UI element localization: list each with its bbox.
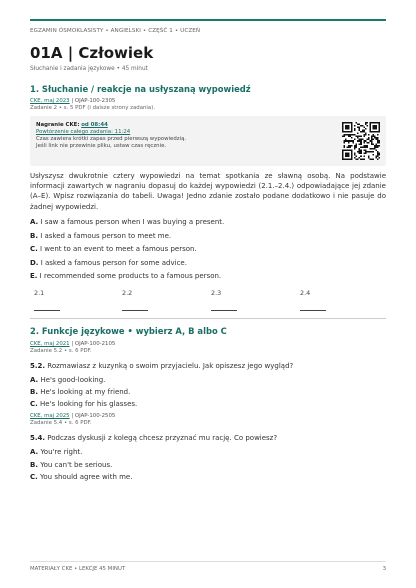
answer-label: 2.1: [34, 289, 45, 297]
option-letter: B.: [30, 388, 38, 396]
question-number: 5.4.: [30, 434, 46, 442]
question-text: Rozmawiasz z kuzynką o swoim przyjacielu. Jak opiszesz jego wygląd?: [47, 362, 294, 370]
option-a[interactable]: [30, 218, 224, 226]
source-link[interactable]: CKE, maj 2021: [30, 341, 70, 347]
page-header: EGZAMIN ÓSMOKLASISTY • ANGIELSKI • CZĘŚĆ 1 • UCZEŃ: [30, 28, 201, 34]
option-text: I went to an event to meet a famous person.: [37, 245, 197, 253]
worksheet-page: [30, 0, 386, 588]
option-letter: A.: [30, 376, 39, 384]
option-letter: A.: [30, 218, 39, 226]
option-letter: E.: [30, 272, 38, 280]
source-link[interactable]: CKE, maj 2025: [30, 413, 70, 419]
option-a[interactable]: [30, 448, 82, 456]
recording-line: [36, 122, 108, 128]
option-text: He's looking for his glasses.: [37, 400, 138, 408]
source-code: | OJAP-100-2305: [71, 98, 116, 104]
q2-meta: Zadanie 5.4 • s. 6 PDF.: [30, 420, 92, 426]
option-letter: C.: [30, 245, 38, 253]
option-letter: D.: [30, 258, 39, 267]
option-c[interactable]: [30, 245, 197, 253]
option-e[interactable]: [30, 272, 221, 280]
answer-blank[interactable]: [34, 310, 60, 311]
option-letter: C.: [30, 473, 38, 481]
task-instructions: Usłyszysz dwukrotnie cztery wypowiedzi na temat spotkania ze sławną osobą. Na podstawie informacji zawartych w nagraniu dopasuj do każdej wypowiedzi (2.1.–2.4.) odpowiadające jej zdanie (A–E). Wpisz rozwiązania do tabeli. Uwaga! Jedno zdanie zostało podane dodatkowo i nie pasuje do żadnej wypowiedzi.: [30, 172, 386, 211]
qr-code-icon[interactable]: [342, 122, 380, 160]
answer-label: 2.4: [300, 289, 311, 297]
source-code: | OJAP-100-2505: [71, 413, 116, 419]
question-text: Podczas dyskusji z kolegą chcesz przyznać mu rację. Co powiesz?: [47, 434, 278, 442]
option-b[interactable]: [30, 461, 112, 469]
option-b[interactable]: [30, 388, 130, 396]
option-text: He's looking at my friend.: [38, 388, 131, 396]
option-text: You should agree with me.: [37, 473, 133, 481]
option-text: I asked a famous person to meet me.: [38, 231, 172, 240]
option-letter: A.: [30, 448, 39, 456]
answer-label: 2.2: [122, 289, 133, 297]
page-title: 01A | Człowiek: [30, 44, 154, 62]
q1-meta: Zadanie 5.2 • s. 6 PDF.: [30, 348, 92, 354]
option-b[interactable]: [30, 232, 171, 240]
q2-question: [30, 434, 277, 442]
section-1-meta: Zadanie 2 • s. 5 PDF (i dalsze strony zadania).: [30, 105, 156, 111]
q2-source: [30, 413, 115, 419]
recording-note-1: Czas zawiera krótki zapas przed pierwszą wypowiedzią.: [36, 136, 187, 142]
option-c[interactable]: [30, 400, 137, 408]
top-accent-bar: [30, 19, 386, 21]
option-letter: B.: [30, 460, 38, 469]
option-c[interactable]: [30, 473, 132, 481]
option-text: He's good-looking.: [38, 376, 106, 384]
source-link[interactable]: CKE, maj 2023: [30, 98, 70, 104]
option-letter: C.: [30, 400, 38, 408]
answer-blank[interactable]: [211, 310, 237, 311]
option-text: You're right.: [38, 448, 83, 456]
answer-blank[interactable]: [300, 310, 326, 311]
q1-question: [30, 362, 293, 370]
answer-blank[interactable]: [122, 310, 148, 311]
option-a[interactable]: [30, 376, 105, 384]
recording-note-2: Jeśli link nie przewinie pliku, ustaw czas ręcznie.: [36, 143, 167, 149]
option-text: I recommended some products to a famous person.: [37, 272, 222, 280]
option-text: I asked a famous person for some advice.: [38, 258, 187, 267]
option-letter: B.: [30, 231, 38, 240]
footer-divider: [30, 561, 386, 562]
replay-link[interactable]: Powtórzenie całego zadania: 11:24: [36, 129, 131, 135]
page-subtitle: Słuchanie i zadania językowe • 45 minut: [30, 66, 148, 72]
source-code: | OJAP-100-2105: [71, 341, 116, 347]
recording-label: Nagranie CKE:: [36, 122, 80, 128]
question-number: 5.2.: [30, 362, 46, 370]
q1-source: [30, 341, 115, 347]
section-1-title: 1. Słuchanie / reakcje na usłyszaną wypowiedź: [30, 84, 251, 94]
option-text: You can't be serious.: [38, 460, 113, 469]
section-2-title: 2. Funkcje językowe • wybierz A, B albo C: [30, 326, 227, 336]
footer-text: MATERIAŁY CKE • LEKCJE 45 MINUT: [30, 566, 126, 572]
section-divider: [30, 318, 386, 319]
answer-label: 2.3: [211, 289, 222, 297]
recording-box: [30, 116, 386, 166]
option-d[interactable]: [30, 259, 187, 267]
option-text: I saw a famous person when I was buying a present.: [38, 218, 225, 226]
recording-time-link[interactable]: od 08:44: [81, 122, 108, 128]
page-number: 3: [382, 566, 386, 572]
section-1-source: [30, 98, 115, 104]
